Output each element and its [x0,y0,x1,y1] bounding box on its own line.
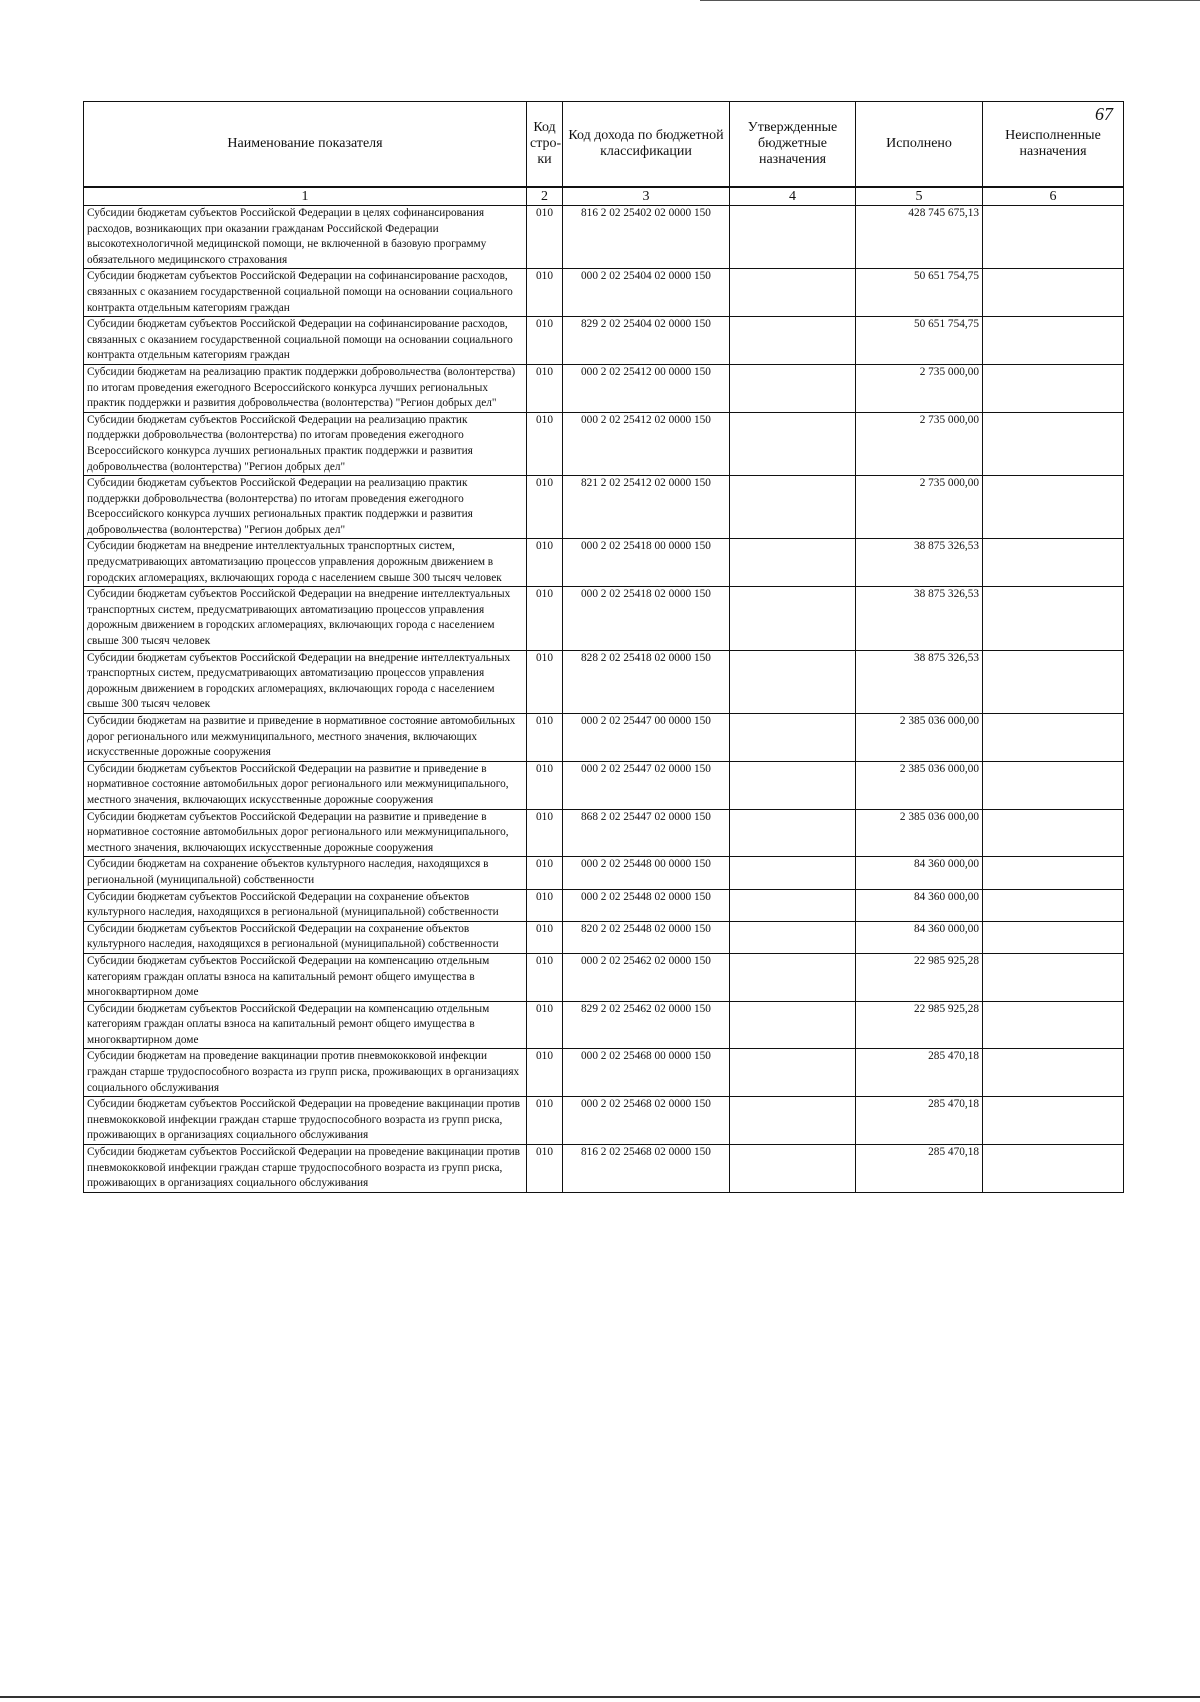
line-code-cell: 010 [527,1097,563,1145]
indicator-name-cell: Субсидии бюджетам субъектов Российской Федерации на внедрение интеллектуальных транспортных систем, предусматривающих автоматизацию процессов управления дорожным движением в городских агломерациях, включающих города с населением свыше 300 тысяч человек [84,650,527,713]
income-code-cell: 000 2 02 25448 02 0000 150 [563,889,730,921]
table-row [84,714,1124,762]
unexecuted-cell [983,317,1124,365]
executed-cell: 428 745 675,13 [856,206,983,269]
line-code-cell: 010 [527,476,563,539]
income-code-cell: 000 2 02 25448 00 0000 150 [563,857,730,889]
executed-cell: 84 360 000,00 [856,889,983,921]
indicator-name-cell: Субсидии бюджетам субъектов Российской Федерации на реализацию практик поддержки добровольчества (волонтерства) по итогам проведения ежегодного Всероссийского конкурса лучших региональных практик поддержки и развития добровольчества (волонтерства) "Регион добрых дел" [84,412,527,475]
unexecuted-cell [983,476,1124,539]
header-income-code: Код дохода по бюджетной классификации [563,102,730,188]
unexecuted-cell [983,364,1124,412]
income-code-cell: 000 2 02 25468 02 0000 150 [563,1097,730,1145]
indicator-name-cell: Субсидии бюджетам субъектов Российской Федерации на внедрение интеллектуальных транспортных систем, предусматривающих автоматизацию процессов управления дорожным движением в городских агломерациях, включающих города с населением свыше 300 тысяч человек [84,587,527,650]
unexecuted-cell [983,587,1124,650]
executed-cell: 22 985 925,28 [856,953,983,1001]
column-number: 1 [84,187,527,206]
indicator-name-cell: Субсидии бюджетам на сохранение объектов культурного наследия, находящихся в региональной (муниципальной) собственности [84,857,527,889]
income-code-cell: 000 2 02 25412 02 0000 150 [563,412,730,475]
income-code-cell: 821 2 02 25412 02 0000 150 [563,476,730,539]
budget-execution-table [83,101,1124,1193]
table-row [84,921,1124,953]
header-unexecuted: Неисполненные назначения [983,102,1124,188]
executed-cell: 38 875 326,53 [856,539,983,587]
line-code-cell: 010 [527,539,563,587]
table-row [84,364,1124,412]
table-row [84,1145,1124,1193]
approved-cell [730,761,856,809]
table-row [84,650,1124,713]
column-number: 5 [856,187,983,206]
line-code-cell: 010 [527,761,563,809]
approved-cell [730,269,856,317]
approved-cell [730,476,856,539]
column-number: 2 [527,187,563,206]
approved-cell [730,650,856,713]
page-number: 67 [1095,104,1113,124]
table-row [84,889,1124,921]
approved-cell [730,364,856,412]
executed-cell: 2 735 000,00 [856,412,983,475]
header-line-code: Код стро-ки [527,102,563,188]
executed-cell: 285 470,18 [856,1049,983,1097]
indicator-name-cell: Субсидии бюджетам субъектов Российской Федерации на софинансирование расходов, связанных с оказанием государственной социальной помощи на основании социального контракта отдельным категориям граждан [84,269,527,317]
line-code-cell: 010 [527,587,563,650]
income-code-cell: 829 2 02 25404 02 0000 150 [563,317,730,365]
column-number: 6 [983,187,1124,206]
income-code-cell: 868 2 02 25447 02 0000 150 [563,809,730,857]
approved-cell [730,1097,856,1145]
table-row [84,809,1124,857]
approved-cell [730,206,856,269]
income-code-cell: 816 2 02 25402 02 0000 150 [563,206,730,269]
executed-cell: 285 470,18 [856,1097,983,1145]
line-code-cell: 010 [527,317,563,365]
executed-cell: 22 985 925,28 [856,1001,983,1049]
table-row [84,1097,1124,1145]
line-code-cell: 010 [527,1145,563,1193]
executed-cell: 84 360 000,00 [856,857,983,889]
executed-cell: 50 651 754,75 [856,269,983,317]
approved-cell [730,889,856,921]
table-row [84,953,1124,1001]
approved-cell [730,412,856,475]
executed-cell: 38 875 326,53 [856,587,983,650]
approved-cell [730,921,856,953]
indicator-name-cell: Субсидии бюджетам субъектов Российской Федерации на развитие и приведение в нормативное состояние автомобильных дорог регионального или межмуниципального, местного значения, включающих искусственные дорожные сооружения [84,761,527,809]
executed-cell: 84 360 000,00 [856,921,983,953]
table-row [84,476,1124,539]
unexecuted-cell [983,1145,1124,1193]
income-code-cell: 829 2 02 25462 02 0000 150 [563,1001,730,1049]
approved-cell [730,587,856,650]
unexecuted-cell [983,714,1124,762]
approved-cell [730,809,856,857]
column-number: 4 [730,187,856,206]
indicator-name-cell: Субсидии бюджетам субъектов Российской Федерации на сохранение объектов культурного наследия, находящихся в региональной (муниципальной) собственности [84,889,527,921]
approved-cell [730,714,856,762]
unexecuted-cell [983,889,1124,921]
executed-cell: 50 651 754,75 [856,317,983,365]
header-indicator-name: Наименование показателя [84,102,527,188]
income-code-cell: 820 2 02 25448 02 0000 150 [563,921,730,953]
line-code-cell: 010 [527,206,563,269]
scan-top-edge [700,0,1200,1]
indicator-name-cell: Субсидии бюджетам субъектов Российской Федерации на софинансирование расходов, связанных с оказанием государственной социальной помощи на основании социального контракта отдельным категориям граждан [84,317,527,365]
line-code-cell: 010 [527,889,563,921]
table-row [84,412,1124,475]
line-code-cell: 010 [527,714,563,762]
indicator-name-cell: Субсидии бюджетам на реализацию практик поддержки добровольчества (волонтерства) по итогам проведения ежегодного Всероссийского конкурса лучших региональных практик поддержки и развития добровольчества (волонтерства) "Регион добрых дел" [84,364,527,412]
indicator-name-cell: Субсидии бюджетам субъектов Российской Федерации на проведение вакцинации против пневмококковой инфекции граждан старше трудоспособного возраста из групп риска, проживающих в организациях социального обслуживания [84,1097,527,1145]
unexecuted-cell [983,1049,1124,1097]
indicator-name-cell: Субсидии бюджетам субъектов Российской Федерации на компенсацию отдельным категориям граждан оплаты взноса на капитальный ремонт общего имущества в многоквартирном доме [84,953,527,1001]
header-executed: Исполнено [856,102,983,188]
unexecuted-cell [983,761,1124,809]
income-code-cell: 000 2 02 25418 00 0000 150 [563,539,730,587]
indicator-name-cell: Субсидии бюджетам на развитие и приведение в нормативное состояние автомобильных дорог регионального или межмуниципального, местного значения, включающих искусственные дорожные сооружения [84,714,527,762]
indicator-name-cell: Субсидии бюджетам субъектов Российской Федерации на реализацию практик поддержки добровольчества (волонтерства) по итогам проведения ежегодного Всероссийского конкурса лучших региональных практик поддержки и развития добровольчества (волонтерства) "Регион добрых дел" [84,476,527,539]
table-row [84,269,1124,317]
income-code-cell: 000 2 02 25468 00 0000 150 [563,1049,730,1097]
line-code-cell: 010 [527,809,563,857]
unexecuted-cell [983,412,1124,475]
table-row [84,587,1124,650]
income-code-cell: 816 2 02 25468 02 0000 150 [563,1145,730,1193]
table-header-row [84,102,1124,188]
table-row [84,206,1124,269]
income-code-cell: 828 2 02 25418 02 0000 150 [563,650,730,713]
table-row [84,317,1124,365]
line-code-cell: 010 [527,269,563,317]
column-number: 3 [563,187,730,206]
income-code-cell: 000 2 02 25447 00 0000 150 [563,714,730,762]
unexecuted-cell [983,539,1124,587]
income-code-cell: 000 2 02 25404 02 0000 150 [563,269,730,317]
table-row [84,1049,1124,1097]
income-code-cell: 000 2 02 25418 02 0000 150 [563,587,730,650]
approved-cell [730,539,856,587]
indicator-name-cell: Субсидии бюджетам на внедрение интеллектуальных транспортных систем, предусматривающих автоматизацию процессов управления дорожным движением в городских агломерациях, включающих города с населением свыше 300 тысяч человек [84,539,527,587]
line-code-cell: 010 [527,1049,563,1097]
approved-cell [730,953,856,1001]
indicator-name-cell: Субсидии бюджетам субъектов Российской Федерации на сохранение объектов культурного наследия, находящихся в региональной (муниципальной) собственности [84,921,527,953]
executed-cell: 2 385 036 000,00 [856,761,983,809]
scan-bottom-edge [0,1696,1200,1698]
line-code-cell: 010 [527,857,563,889]
unexecuted-cell [983,857,1124,889]
unexecuted-cell [983,1097,1124,1145]
line-code-cell: 010 [527,921,563,953]
income-code-cell: 000 2 02 25462 02 0000 150 [563,953,730,1001]
indicator-name-cell: Субсидии бюджетам на проведение вакцинации против пневмококковой инфекции граждан старше трудоспособного возраста из групп риска, проживающих в организациях социального обслуживания [84,1049,527,1097]
indicator-name-cell: Субсидии бюджетам субъектов Российской Федерации в целях софинансирования расходов, возникающих при оказании гражданам Российской Федерации высокотехнологичной медицинской помощи, не включенной в базовую программу обязательного медицинского страхования [84,206,527,269]
unexecuted-cell [983,921,1124,953]
approved-cell [730,1145,856,1193]
approved-cell [730,1001,856,1049]
indicator-name-cell: Субсидии бюджетам субъектов Российской Федерации на развитие и приведение в нормативное состояние автомобильных дорог регионального или межмуниципального, местного значения, включающих искусственные дорожные сооружения [84,809,527,857]
table-row [84,761,1124,809]
unexecuted-cell [983,1001,1124,1049]
header-approved: Утвержденные бюджетные назначения [730,102,856,188]
approved-cell [730,1049,856,1097]
line-code-cell: 010 [527,953,563,1001]
executed-cell: 2 735 000,00 [856,476,983,539]
unexecuted-cell [983,809,1124,857]
executed-cell: 2 735 000,00 [856,364,983,412]
column-number-row [84,187,1124,206]
approved-cell [730,857,856,889]
line-code-cell: 010 [527,364,563,412]
approved-cell [730,317,856,365]
executed-cell: 2 385 036 000,00 [856,809,983,857]
income-code-cell: 000 2 02 25447 02 0000 150 [563,761,730,809]
table-row [84,857,1124,889]
line-code-cell: 010 [527,1001,563,1049]
table-row [84,539,1124,587]
executed-cell: 2 385 036 000,00 [856,714,983,762]
line-code-cell: 010 [527,412,563,475]
executed-cell: 38 875 326,53 [856,650,983,713]
unexecuted-cell [983,269,1124,317]
table-row [84,1001,1124,1049]
line-code-cell: 010 [527,650,563,713]
unexecuted-cell [983,953,1124,1001]
income-code-cell: 000 2 02 25412 00 0000 150 [563,364,730,412]
executed-cell: 285 470,18 [856,1145,983,1193]
indicator-name-cell: Субсидии бюджетам субъектов Российской Федерации на проведение вакцинации против пневмококковой инфекции граждан старше трудоспособного возраста из групп риска, проживающих в организациях социального обслуживания [84,1145,527,1193]
unexecuted-cell [983,206,1124,269]
indicator-name-cell: Субсидии бюджетам субъектов Российской Федерации на компенсацию отдельным категориям граждан оплаты взноса на капитальный ремонт общего имущества в многоквартирном доме [84,1001,527,1049]
unexecuted-cell [983,650,1124,713]
